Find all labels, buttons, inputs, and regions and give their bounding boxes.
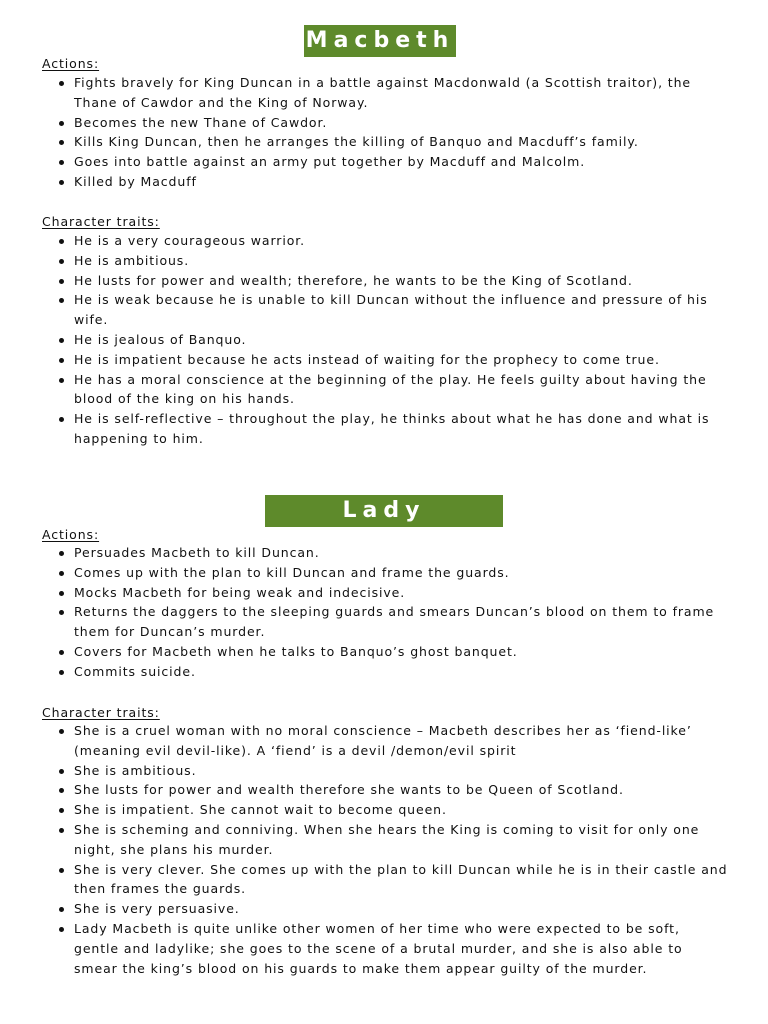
bullet-icon <box>59 769 64 774</box>
lady-macbeth-traits-list <box>48 721 728 978</box>
list-item-text: Comes up with the plan to kill Duncan and frame the guards. <box>74 564 510 580</box>
list-item-text: Persuades Macbeth to kill Duncan. <box>74 545 320 560</box>
list-item <box>48 290 728 330</box>
lady-macbeth-title-banner: Lady Macbeth <box>265 495 503 527</box>
bullet-icon <box>59 140 64 145</box>
list-item <box>48 721 728 761</box>
bullet-icon <box>59 907 64 912</box>
list-item <box>48 602 728 642</box>
list-item <box>48 820 728 860</box>
list-item-text: Fights bravely for King Duncan in a battle against Macdonwald (a Scottish traitor), the Thane of Cawdor and the King of Norway. <box>74 75 692 110</box>
list-item-text: He has a moral conscience at the beginning of the play. He feels guilty about having the blood of the king on his hands. <box>74 371 707 407</box>
list-item-text: Killed by Macduff <box>74 173 197 189</box>
macbeth-traits-list <box>48 231 728 449</box>
bullet-icon <box>59 868 64 873</box>
list-item-text: She is impatient. She cannot wait to become queen. <box>74 802 447 818</box>
list-item <box>48 563 728 583</box>
macbeth-actions-list <box>48 73 728 192</box>
bullet-icon <box>59 160 64 165</box>
list-item-text: Mocks Macbeth for being weak and indecisive. <box>74 584 406 600</box>
lady-macbeth-actions-heading: Actions: <box>42 527 100 542</box>
bullet-icon <box>59 417 64 422</box>
list-item <box>48 761 728 781</box>
macbeth-actions-heading: Actions: <box>42 56 100 71</box>
list-item-text: He is impatient because he acts instead of waiting for the prophecy to come true. <box>74 351 660 367</box>
list-item <box>48 543 728 563</box>
list-item <box>48 860 728 900</box>
list-item <box>48 350 728 370</box>
list-item-text: She lusts for power and wealth therefore she wants to be Queen of Scotland. <box>74 782 624 798</box>
bullet-icon <box>59 808 64 813</box>
list-item-text: She is scheming and conniving. When she hears the King is coming to visit for only one night, she plans his murder. <box>74 821 700 857</box>
list-item <box>48 152 728 172</box>
bullet-icon <box>59 729 64 734</box>
bullet-icon <box>59 338 64 343</box>
bullet-icon <box>59 650 64 655</box>
list-item-text: Commits suicide. <box>74 663 196 679</box>
bullet-icon <box>59 358 64 363</box>
list-item-text: He is a very courageous warrior. <box>74 233 306 248</box>
bullet-icon <box>59 670 64 675</box>
bullet-icon <box>59 788 64 793</box>
list-item-text: He is self-reflective – throughout the play, he thinks about what he has done and what is happening to him. <box>74 411 710 446</box>
list-item <box>48 780 728 800</box>
macbeth-traits-heading: Character traits: <box>42 214 160 229</box>
list-item <box>48 370 728 410</box>
list-item <box>48 919 728 978</box>
list-item <box>48 330 728 350</box>
bullet-icon <box>59 591 64 596</box>
list-item <box>48 800 728 820</box>
bullet-icon <box>59 927 64 932</box>
bullet-icon <box>59 571 64 576</box>
list-item-text: She is a cruel woman with no moral conscience – Macbeth describes her as ‘fiend-like’ (meaning evil devil-like). A ‘fiend’ is a devil /demon/evil spirit <box>74 723 692 758</box>
list-item <box>48 409 728 449</box>
list-item-text: She is very clever. She comes up with the plan to kill Duncan while he is in their castle and then frames the guards. <box>74 861 728 897</box>
bullet-icon <box>59 610 64 615</box>
list-item-text: He is jealous of Banquo. <box>74 331 247 347</box>
list-item-text: Kills King Duncan, then he arranges the killing of Banquo and Macduff’s family. <box>74 134 639 150</box>
list-item-text: Goes into battle against an army put together by Macduff and Malcolm. <box>74 154 586 170</box>
bullet-icon <box>59 180 64 185</box>
bullet-icon <box>59 551 64 556</box>
lady-macbeth-traits-heading: Character traits: <box>42 705 160 720</box>
list-item-text: Lady Macbeth is quite unlike other women of her time who were expected to be soft, gentle and ladylike; she goes to the scene of a brutal murder, and she is also able to smear the king’s blood on his guards to make them appear guilty of the murder. <box>74 920 683 976</box>
list-item-text: Becomes the new Thane of Cawdor. <box>74 114 328 130</box>
list-item-text: She is ambitious. <box>74 762 197 778</box>
list-item <box>48 132 728 152</box>
list-item <box>48 583 728 603</box>
bullet-icon <box>59 121 64 126</box>
bullet-icon <box>59 828 64 833</box>
bullet-icon <box>59 298 64 303</box>
list-item <box>48 271 728 291</box>
list-item-text: He is ambitious. <box>74 252 190 268</box>
list-item <box>48 251 728 271</box>
list-item-text: Covers for Macbeth when he talks to Banquo’s ghost banquet. <box>74 643 518 659</box>
list-item <box>48 231 728 251</box>
list-item <box>48 73 728 113</box>
bullet-icon <box>59 239 64 244</box>
macbeth-title-banner: Macbeth <box>304 25 456 57</box>
list-item <box>48 662 728 682</box>
bullet-icon <box>59 259 64 264</box>
list-item <box>48 113 728 133</box>
bullet-icon <box>59 279 64 284</box>
list-item-text: She is very persuasive. <box>74 901 240 917</box>
bullet-icon <box>59 81 64 86</box>
list-item <box>48 642 728 662</box>
lady-macbeth-actions-list <box>48 543 728 682</box>
list-item <box>48 172 728 192</box>
list-item-text: Returns the daggers to the sleeping guards and smears Duncan’s blood on them to frame them for Duncan’s murder. <box>74 604 715 640</box>
list-item-text: He lusts for power and wealth; therefore, he wants to be the King of Scotland. <box>74 272 633 288</box>
list-item-text: He is weak because he is unable to kill Duncan without the influence and pressure of his wife. <box>74 292 708 328</box>
list-item <box>48 899 728 919</box>
bullet-icon <box>59 378 64 383</box>
